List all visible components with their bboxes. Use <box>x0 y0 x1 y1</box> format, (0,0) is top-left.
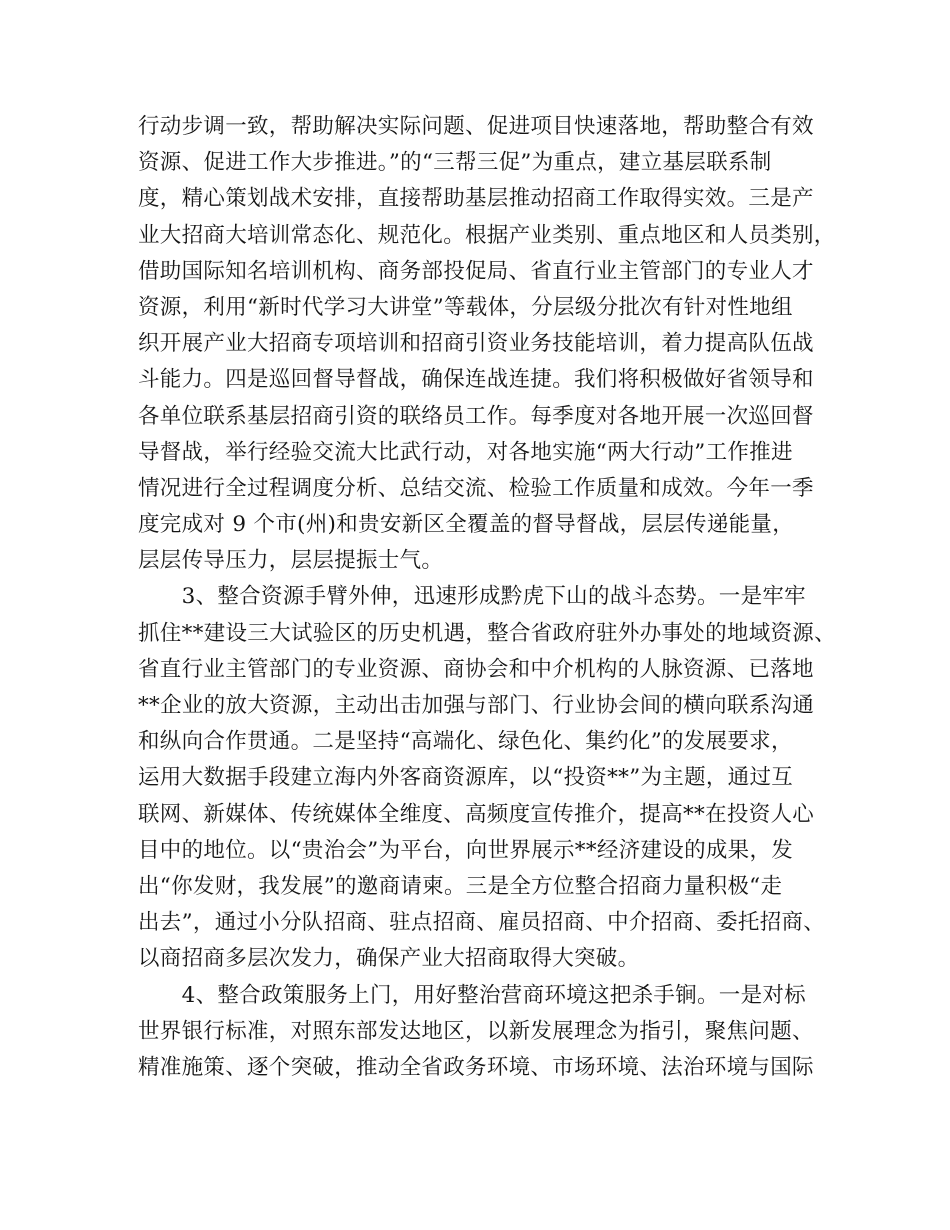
text-line: **企业的放大资源，主动出击加强与部门、行业协会间的横向联系沟通 <box>138 693 815 718</box>
text-line: 层层传导压力，层层提振士气。 <box>138 548 444 574</box>
text-line: 各单位联系基层招商引资的联络员工作。每季度对各地开展一次巡回督 <box>138 403 814 429</box>
text-line: 资源，利用“新时代学习大讲堂”等载体，分层级分批次有针对性地组 <box>138 294 793 320</box>
text-line: 情况进行全过程调度分析、总结交流、检验工作质量和成效。今年一季 <box>138 475 814 501</box>
text-line: 省直行业主管部门的专业资源、商协会和中介机构的人脉资源、已落地 <box>138 656 814 682</box>
text-line: 精准施策、逐个突破，推动全省政务环境、市场环境、法治环境与国际 <box>138 1054 814 1080</box>
text-line: 以商招商多层次发力，确保产业大招商取得大突破。 <box>138 946 640 972</box>
text-line: 度完成对 9 个市(州)和贵安新区全覆盖的督导督战，层层传递能量， <box>138 512 795 538</box>
text-line: 抓住**建设三大试验区的历史机遇，整合省政府驻外办事处的地域资源、 <box>138 620 836 646</box>
text-line: 目中的地位。以“贵治会”为平台，向世界展示**经济建设的成果，发 <box>138 837 794 863</box>
text-line: 导督战，举行经验交流大比武行动，对各地实施“两大行动”工作推进 <box>138 439 793 465</box>
text-line: 度，精心策划战术安排，直接帮助基层推动招商工作取得实效。三是产 <box>138 186 814 212</box>
text-line: 3、整合资源手臂外伸，迅速形成黔虎下山的战斗态势。一是牢牢 <box>138 584 806 610</box>
text-line: 行动步调一致，帮助解决实际问题、促进项目快速落地，帮助整合有效 <box>138 114 814 139</box>
text-line: 借助国际知名培训机构、商务部投促局、省直行业主管部门的专业人才 <box>138 258 814 284</box>
text-line: 织开展产业大招商专项培训和招商引资业务技能培训，着力提高队伍战 <box>138 331 814 357</box>
text-line: 运用大数据手段建立海内外客商资源库，以“投资**”为主题，通过互 <box>138 765 794 791</box>
text-line: 和纵向合作贯通。二是坚持“高端化、绿色化、集约化”的发展要求， <box>138 729 793 755</box>
paragraph-section-4 <box>138 978 838 1087</box>
text-line: 业大招商大培训常态化、规范化。根据产业类别、重点地区和人员类别， <box>138 222 836 248</box>
text-line: 世界银行标准，对照东部发达地区，以新发展理念为指引，聚焦问题、 <box>138 1018 814 1044</box>
text-line: 资源、促进工作大步推进。”的“三帮三促”为重点，建立基层联系制 <box>138 150 772 176</box>
text-line: 出去”，通过小分队招商、驻点招商、雇员招商、中介招商、委托招商、 <box>138 910 826 936</box>
paragraph-continuation <box>138 109 838 579</box>
paragraph-section-3 <box>138 579 838 977</box>
text-line: 联网、新媒体、传统媒体全维度、高频度宣传推介，提高**在投资人心 <box>138 801 815 827</box>
document-body <box>138 109 838 1086</box>
text-line: 斗能力。四是巡回督导督战，确保连战连捷。我们将积极做好省领导和 <box>138 367 814 393</box>
text-line: 4、整合政策服务上门，用好整治营商环境这把杀手锏。一是对标 <box>138 982 806 1008</box>
text-line: 出“你发财，我发展”的邀商请柬。三是全方位整合招商力量积极“走 <box>138 873 783 899</box>
